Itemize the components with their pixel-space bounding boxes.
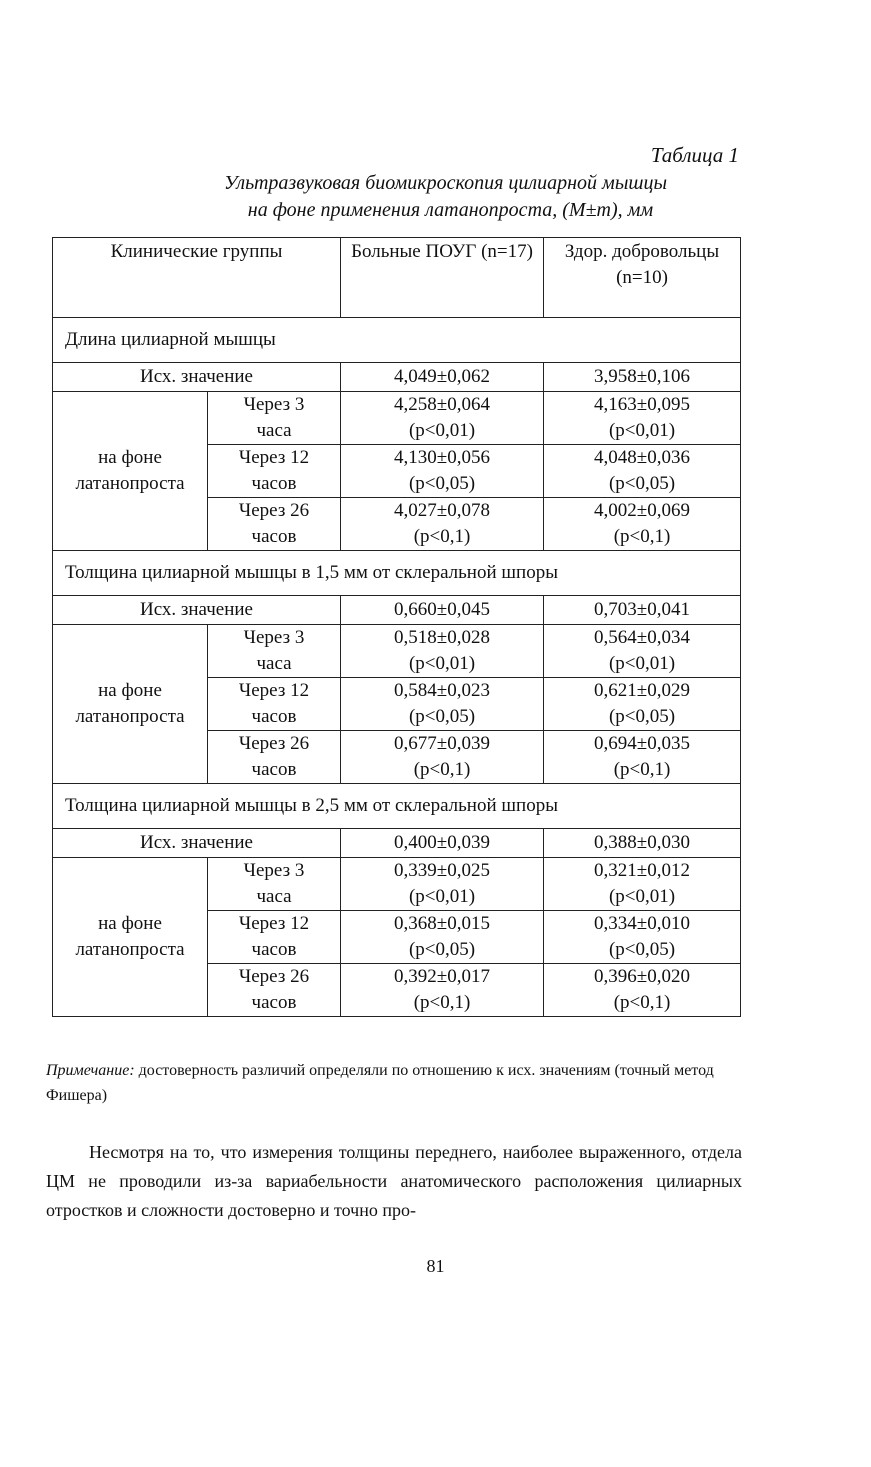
time-point-cell (208, 911, 341, 964)
healthy-value: 0,694±0,035 (594, 733, 690, 754)
time-point-cell (208, 498, 341, 551)
healthy-value-cell (544, 678, 741, 731)
note-label: Примечание: (46, 1062, 135, 1079)
poug-value: 0,518±0,028 (394, 627, 490, 648)
healthy-value-cell (544, 964, 741, 1017)
time-point-cell (208, 731, 341, 784)
healthy-p-value: (p<0,1) (613, 526, 671, 547)
healthy-p-value: (p<0,05) (608, 939, 676, 960)
healthy-value: 0,396±0,020 (594, 966, 690, 987)
poug-value-cell (341, 625, 544, 678)
poug-p-value: (p<0,05) (408, 939, 476, 960)
header-poug-n: (n=17) (481, 241, 533, 262)
healthy-value: 4,048±0,036 (594, 447, 690, 468)
poug-p-value: (p<0,05) (408, 473, 476, 494)
time-point-unit: часа (256, 653, 292, 674)
time-point-label: Через 26 (238, 733, 310, 754)
group-label-line-2: латанопроста (75, 473, 185, 494)
group-label (53, 625, 208, 784)
baseline-row (53, 363, 741, 392)
healthy-value-cell (544, 858, 741, 911)
poug-p-value: (p<0,1) (413, 526, 471, 547)
healthy-value-cell (544, 392, 741, 445)
healthy-p-value: (p<0,1) (613, 992, 671, 1013)
section-title-row (53, 318, 741, 363)
group-label-line-2: латанопроста (75, 939, 185, 960)
poug-value-cell (341, 964, 544, 1017)
group-label-line-1: на фоне (98, 680, 162, 701)
time-point-cell (208, 445, 341, 498)
time-point-label: Через 3 (243, 627, 305, 648)
healthy-value-cell (544, 498, 741, 551)
section-title-row (53, 784, 741, 829)
group-label-line-2: латанопроста (75, 706, 185, 727)
time-point-label: Через 12 (238, 447, 310, 468)
table-label: Таблица 1 (650, 143, 739, 167)
time-point-label: Через 26 (238, 500, 310, 521)
section-title: Толщина цилиарной мышцы в 2,5 мм от склеральной шпоры (53, 784, 741, 829)
baseline-poug-value: 4,049±0,062 (341, 363, 544, 392)
header-healthy-line-2: добровольцы (612, 241, 720, 262)
baseline-label: Исх. значение (53, 596, 341, 625)
baseline-poug-value: 0,660±0,045 (341, 596, 544, 625)
poug-p-value: (p<0,1) (413, 992, 471, 1013)
baseline-row (53, 829, 741, 858)
time-point-label: Через 12 (238, 680, 310, 701)
poug-value: 4,027±0,078 (394, 500, 490, 521)
poug-value-cell (341, 731, 544, 784)
baseline-healthy-value: 3,958±0,106 (544, 363, 741, 392)
table-row (53, 392, 741, 445)
time-point-unit: часов (251, 939, 297, 960)
group-label (53, 858, 208, 1017)
time-point-cell (208, 678, 341, 731)
time-point-cell (208, 392, 341, 445)
table-row (53, 625, 741, 678)
baseline-healthy-value: 0,703±0,041 (544, 596, 741, 625)
healthy-value-cell (544, 625, 741, 678)
time-point-cell (208, 858, 341, 911)
healthy-value: 0,334±0,010 (594, 913, 690, 934)
healthy-value: 4,163±0,095 (594, 394, 690, 415)
healthy-p-value: (p<0,05) (608, 706, 676, 727)
header-poug (341, 238, 544, 318)
poug-value: 0,584±0,023 (394, 680, 490, 701)
time-point-unit: часов (251, 706, 297, 727)
header-poug-name: Больные ПОУГ (351, 241, 477, 262)
time-point-unit: часов (251, 992, 297, 1013)
results-table (52, 237, 741, 1017)
baseline-healthy-value: 0,388±0,030 (544, 829, 741, 858)
healthy-value: 0,621±0,029 (594, 680, 690, 701)
header-healthy-n: (n=10) (616, 267, 668, 288)
baseline-label: Исх. значение (53, 363, 341, 392)
poug-value: 0,677±0,039 (394, 733, 490, 754)
group-label-line-1: на фоне (98, 913, 162, 934)
poug-value: 4,130±0,056 (394, 447, 490, 468)
healthy-p-value: (p<0,01) (608, 653, 676, 674)
baseline-label: Исх. значение (53, 829, 341, 858)
healthy-value: 4,002±0,069 (594, 500, 690, 521)
table-title-line-1: Ультразвуковая биомикроскопия цилиарной мышцы (223, 172, 668, 194)
poug-value-cell (341, 911, 544, 964)
poug-value: 0,368±0,015 (394, 913, 490, 934)
poug-p-value: (p<0,05) (408, 706, 476, 727)
time-point-label: Через 26 (238, 966, 310, 987)
header-clinical-groups: Клинические группы (53, 238, 341, 318)
poug-p-value: (p<0,01) (408, 420, 476, 441)
healthy-value: 0,321±0,012 (594, 860, 690, 881)
time-point-unit: часов (251, 759, 297, 780)
baseline-row (53, 596, 741, 625)
note-text: достоверность различий определяли по отношению к исх. значениям (точный метод Фишера) (46, 1062, 714, 1104)
poug-value: 4,258±0,064 (394, 394, 490, 415)
table-title-line-2: на фоне применения латанопроста, (M±m), мм (247, 199, 654, 221)
time-point-unit: часов (251, 473, 297, 494)
poug-value-cell (341, 858, 544, 911)
time-point-cell (208, 625, 341, 678)
healthy-p-value: (p<0,05) (608, 473, 676, 494)
section-title-row (53, 551, 741, 596)
group-label-line-1: на фоне (98, 447, 162, 468)
poug-value-cell (341, 678, 544, 731)
header-healthy (544, 238, 741, 318)
healthy-value-cell (544, 911, 741, 964)
time-point-unit: часа (256, 420, 292, 441)
group-label (53, 392, 208, 551)
poug-p-value: (p<0,01) (408, 653, 476, 674)
table-header-row (53, 238, 741, 318)
section-title: Длина цилиарной мышцы (53, 318, 741, 363)
section-title: Толщина цилиарной мышцы в 1,5 мм от склеральной шпоры (53, 551, 741, 596)
poug-value-cell (341, 392, 544, 445)
healthy-p-value: (p<0,1) (613, 759, 671, 780)
healthy-value-cell (544, 731, 741, 784)
header-healthy-line-1: Здор. (564, 241, 608, 262)
time-point-unit: часа (256, 886, 292, 907)
time-point-cell (208, 964, 341, 1017)
poug-value-cell (341, 445, 544, 498)
time-point-label: Через 3 (243, 394, 305, 415)
body-paragraph: Несмотря на то, что измерения толщины переднего, наиболее выраженного, отдела ЦМ не проводили из-за вариабельности анатомического расположения цилиарных отростков и сложности достоверно и точно про- (46, 1142, 742, 1220)
time-point-unit: часов (251, 526, 297, 547)
poug-value: 0,392±0,017 (394, 966, 490, 987)
poug-p-value: (p<0,1) (413, 759, 471, 780)
healthy-value-cell (544, 445, 741, 498)
healthy-value: 0,564±0,034 (594, 627, 690, 648)
time-point-label: Через 3 (243, 860, 305, 881)
poug-value: 0,339±0,025 (394, 860, 490, 881)
time-point-label: Через 12 (238, 913, 310, 934)
poug-value-cell (341, 498, 544, 551)
healthy-p-value: (p<0,01) (608, 420, 676, 441)
baseline-poug-value: 0,400±0,039 (341, 829, 544, 858)
poug-p-value: (p<0,01) (408, 886, 476, 907)
table-row (53, 858, 741, 911)
healthy-p-value: (p<0,01) (608, 886, 676, 907)
table-note (46, 1058, 746, 1108)
page-number: 81 (426, 1256, 445, 1276)
